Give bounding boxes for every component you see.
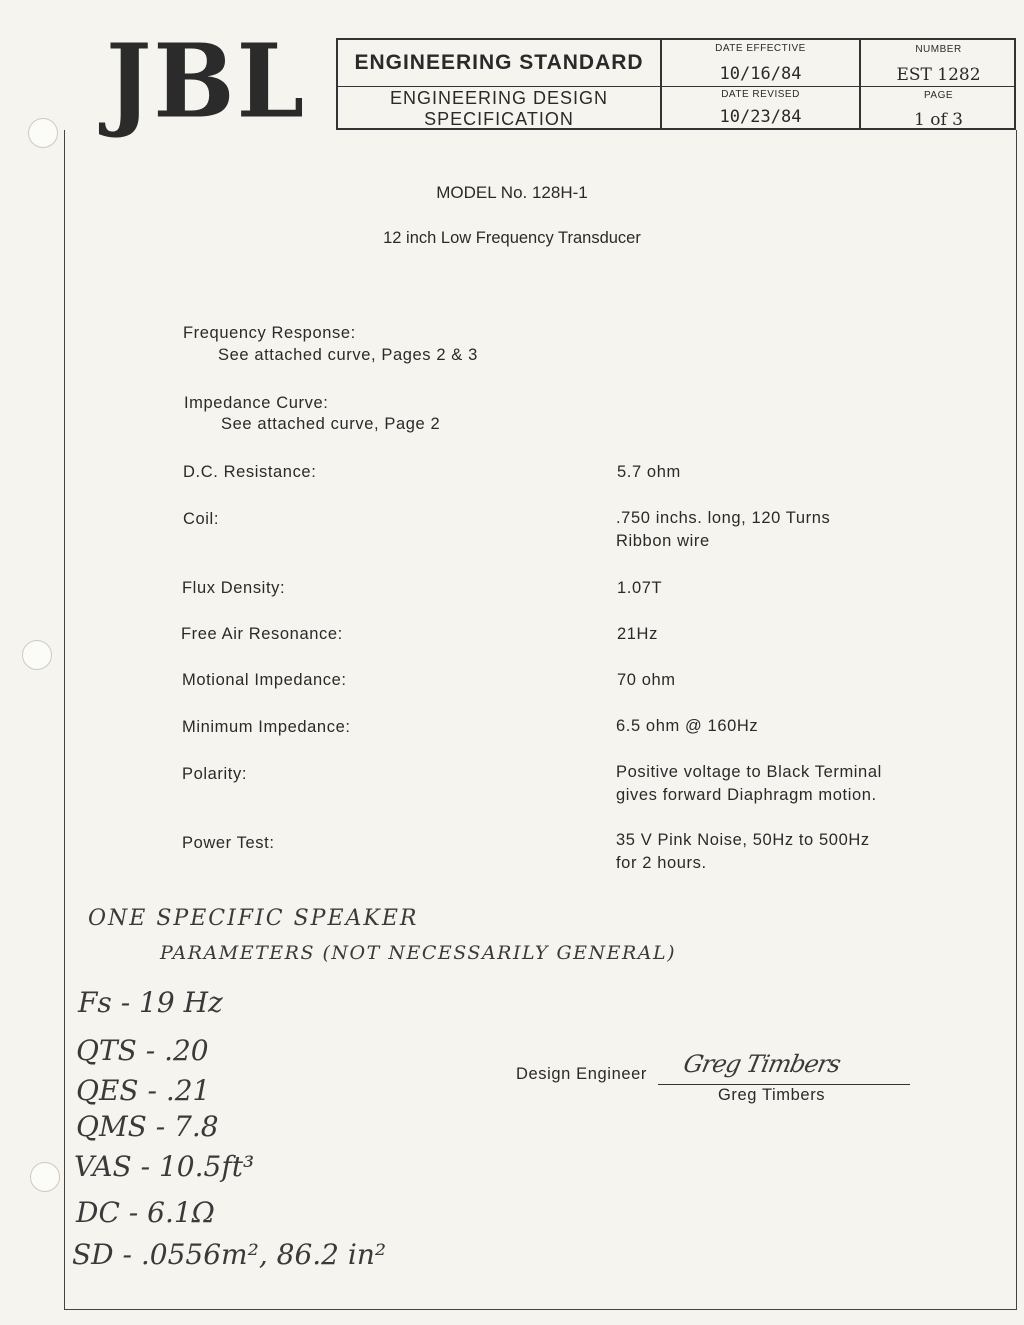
- minimum-impedance-label: Minimum Impedance:: [182, 718, 351, 736]
- number-label: NUMBER: [915, 44, 962, 55]
- polarity-label: Polarity:: [182, 765, 248, 783]
- coil-value-line1: .750 inchs. long, 120 Turns: [616, 509, 831, 527]
- polarity-value: [616, 761, 882, 807]
- engineering-standard-title: ENGINEERING STANDARD: [354, 51, 644, 74]
- handwritten-qts: QTS - .20: [76, 1034, 209, 1067]
- binder-hole-middle: [22, 640, 52, 670]
- motional-impedance-label: Motional Impedance:: [182, 671, 347, 689]
- handwritten-qms: QMS - 7.8: [76, 1110, 219, 1143]
- handwritten-note-line1: ONE SPECIFIC SPEAKER: [88, 906, 419, 931]
- coil-value-line2: Ribbon wire: [616, 532, 710, 550]
- design-engineer-label: Design Engineer: [516, 1065, 647, 1083]
- dc-resistance-label: D.C. Resistance:: [183, 463, 317, 481]
- dc-resistance-value: 5.7 ohm: [617, 463, 681, 481]
- impedance-curve-label: Impedance Curve:: [184, 394, 329, 412]
- signature-line: [658, 1084, 910, 1085]
- design-spec-title-line1: ENGINEERING DESIGN: [389, 88, 609, 108]
- polarity-value-line2: gives forward Diaphragm motion.: [616, 786, 877, 804]
- jbl-logo-text: JBL: [106, 22, 307, 141]
- coil-value: [616, 507, 830, 553]
- jbl-logo: [106, 22, 307, 141]
- handwritten-sd: SD - .0556m², 86.2 in²: [72, 1238, 387, 1271]
- date-effective-label: DATE EFFECTIVE: [715, 43, 806, 54]
- binder-hole-top: [28, 118, 58, 148]
- handwritten-dc: DC - 6.1Ω: [76, 1196, 215, 1229]
- impedance-curve-value: See attached curve, Page 2: [221, 415, 441, 433]
- handwritten-vas: VAS - 10.5ft³: [74, 1150, 255, 1183]
- polarity-value-line1: Positive voltage to Black Terminal: [616, 763, 882, 781]
- design-spec-title: [338, 86, 660, 130]
- date-revised-label: DATE REVISED: [721, 89, 800, 100]
- binder-hole-bottom: [30, 1162, 60, 1192]
- frequency-response-label: Frequency Response:: [183, 324, 356, 342]
- date-effective-value: 10/16/84: [719, 64, 802, 84]
- flux-density-value: 1.07T: [617, 579, 663, 597]
- engineer-name: Greg Timbers: [718, 1086, 826, 1104]
- number-value: EST 1282: [896, 65, 981, 85]
- transducer-subtitle: 12 inch Low Frequency Transducer: [383, 229, 641, 247]
- coil-label: Coil:: [183, 510, 220, 528]
- minimum-impedance-value: 6.5 ohm @ 160Hz: [616, 717, 759, 735]
- motional-impedance-value: 70 ohm: [617, 671, 676, 689]
- power-test-value-line1: 35 V Pink Noise, 50Hz to 500Hz: [616, 831, 870, 849]
- free-air-resonance-label: Free Air Resonance:: [181, 625, 343, 643]
- design-spec-title-line2: SPECIFICATION: [424, 109, 574, 129]
- power-test-value: [616, 829, 870, 875]
- handwritten-qes: QES - .21: [76, 1074, 211, 1107]
- engineer-signature: Greg Timbers: [681, 1050, 843, 1078]
- page-label: PAGE: [923, 90, 954, 101]
- free-air-resonance-value: 21Hz: [617, 625, 658, 643]
- model-number: MODEL No. 128H-1: [436, 183, 588, 202]
- date-revised-value: 10/23/84: [719, 107, 802, 127]
- flux-density-label: Flux Density:: [182, 579, 286, 597]
- handwritten-note-line2: PARAMETERS (NOT NECESSARILY GENERAL): [160, 942, 677, 964]
- frequency-response-value: See attached curve, Pages 2 & 3: [218, 346, 478, 364]
- power-test-value-line2: for 2 hours.: [616, 854, 707, 872]
- handwritten-fs: Fs - 19 Hz: [78, 986, 223, 1019]
- header-table: [336, 38, 1016, 130]
- power-test-label: Power Test:: [182, 834, 275, 852]
- page-value: 1 of 3: [914, 110, 963, 130]
